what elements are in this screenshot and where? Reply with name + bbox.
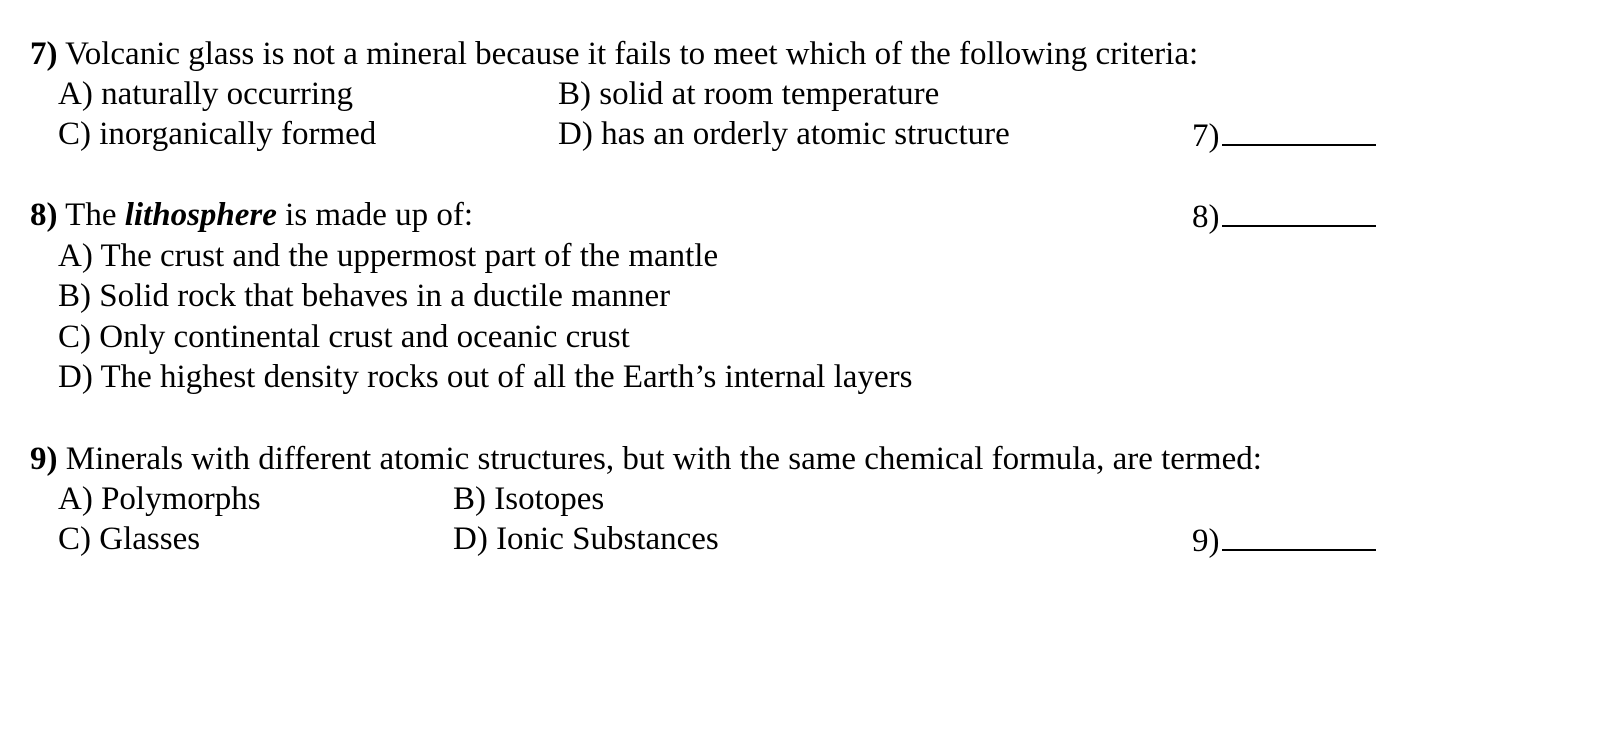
choice-a: A) Polymorphs — [58, 481, 261, 517]
answer-label: 7) — [1192, 118, 1220, 154]
question-text-after: is made up of: — [285, 197, 474, 233]
answer-blank[interactable] — [1222, 118, 1376, 146]
choice-a: A) The crust and the uppermost part of the mantle — [58, 238, 719, 274]
question-text: Volcanic glass is not a mineral because it fails to meet which of the following criteria: — [65, 36, 1199, 72]
answer-label: 8) — [1192, 199, 1220, 235]
question-number: 8) — [30, 197, 58, 233]
question-7-stem — [30, 38, 1198, 71]
question-8-stem — [30, 199, 473, 232]
question-number: 9) — [30, 441, 58, 477]
answer-label: 9) — [1192, 523, 1220, 559]
question-number: 7) — [30, 36, 58, 72]
choice-c: C) inorganically formed — [58, 116, 377, 152]
choice-d: D) Ionic Substances — [453, 521, 719, 557]
question-9-stem — [30, 443, 1262, 476]
choice-b: B) solid at room temperature — [558, 76, 940, 112]
choice-c: C) Only continental crust and oceanic crust — [58, 319, 630, 355]
question-text-before: The — [65, 197, 117, 233]
answer-line-9[interactable] — [1192, 523, 1376, 558]
choice-d: D) The highest density rocks out of all the Earth’s internal layers — [58, 359, 913, 395]
choice-b: B) Isotopes — [453, 481, 605, 517]
choice-a: A) naturally occurring — [58, 76, 354, 112]
answer-blank[interactable] — [1222, 523, 1376, 551]
answer-line-7[interactable] — [1192, 118, 1376, 153]
choice-d: D) has an orderly atomic structure — [558, 116, 1010, 152]
key-term: lithosphere — [124, 197, 277, 233]
choice-c: C) Glasses — [58, 521, 201, 557]
answer-line-8[interactable] — [1192, 199, 1376, 234]
answer-blank[interactable] — [1222, 199, 1376, 227]
choice-b: B) Solid rock that behaves in a ductile manner — [58, 278, 671, 314]
question-text: Minerals with different atomic structures, but with the same chemical formula, are termed: — [65, 441, 1262, 477]
